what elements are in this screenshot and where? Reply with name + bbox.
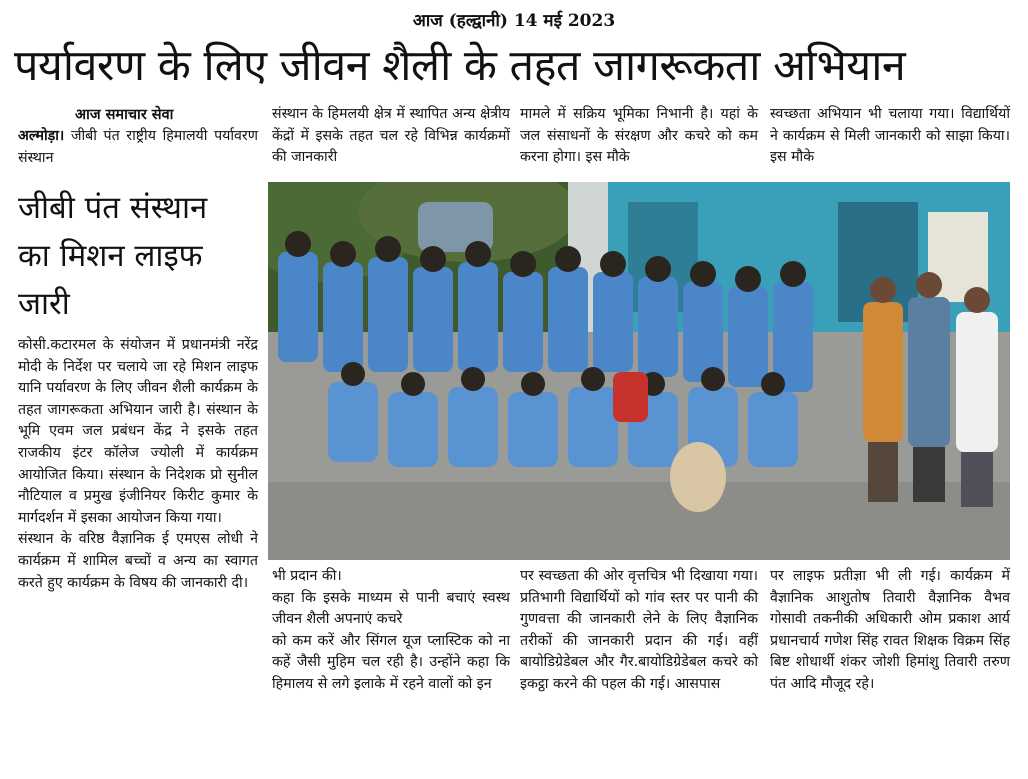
article-column-4-bottom bbox=[770, 566, 1010, 696]
paragraph: संस्थान के वरिष्ठ वैज्ञानिक ई एमएस लोधी ने कार्यक्रम में शामिल बच्चों व अन्य का स्वागत करते हुए कार्यक्रम के विषय की जानकारी दी। bbox=[18, 531, 258, 591]
article-column-3-bottom bbox=[520, 566, 758, 696]
paragraph: भी प्रदान की। bbox=[272, 568, 342, 584]
dateline-place: अल्मोड़ा। bbox=[18, 128, 65, 144]
headline: पर्यावरण के लिए जीवन शैली के तहत जागरूकता अभियान bbox=[14, 41, 906, 91]
paragraph: पर स्वच्छता की ओर वृत्तचित्र भी दिखाया गया। प्रतिभागी विद्यार्थियों को गांव स्तर पर पानी की गुणवत्ता की जानकारी लेने के लिए वैज्ञानिक तरीकों की जानकारी प्रदान की गई। वहीं बायोडिग्रेडेबल और गैर.बायोडिग्रेडेबल कचरे को इकट्ठा करने की पहल की गई। आसपास bbox=[520, 568, 758, 692]
paragraph: पर लाइफ प्रतीज्ञा भी ली गई। कार्यक्रम में वैज्ञानिक आशुतोष तिवारी वैज्ञानिक वैभव गोसावी तकनीकी अधिकारी ओम प्रकाश आर्य प्रधानचार्य गणेश सिंह रावत शिक्षक विक्रम सिंह बिष्ट शोधार्थी शंकर जोशी हिमांशु तिवारी तरुण पंत आदि मौजूद रहे। bbox=[770, 568, 1010, 692]
byline: आज समाचार सेवा bbox=[75, 106, 174, 123]
subheadline-line: जारी bbox=[18, 286, 70, 322]
paragraph: मामले में सक्रिय भूमिका निभानी है। यहां के जल संसाधनों के संरक्षण और कचरे को कम करना होगा। इस मौके bbox=[520, 106, 758, 166]
paragraph: को कम करें और सिंगल यूज प्लास्टिक को ना कहें जैसी मुहिम चल रही है। उन्होंने कहा कि हिमालय से लगे इलाके में रहने वालों को इन bbox=[272, 632, 510, 692]
article-column-3-top bbox=[520, 104, 758, 169]
group-photo-illustration bbox=[268, 182, 1010, 560]
article-column-2-bottom bbox=[272, 566, 510, 696]
subheadline-line: का मिशन लाइफ bbox=[18, 238, 203, 274]
news-photo bbox=[268, 182, 1010, 560]
dateline bbox=[18, 126, 258, 169]
paragraph: संस्थान के हिमलयी क्षेत्र में स्थापित अन्य क्षेत्रीय केंद्रों में इसके तहत चल रहे विभिन्न कार्यक्रमों की जानकारी bbox=[272, 106, 510, 166]
newspaper-masthead: आज (हल्द्वानी) 14 मई 2023 bbox=[412, 11, 616, 31]
article-column-1 bbox=[18, 335, 258, 594]
paragraph: कहा कि इसके माध्यम से पानी बचाएं स्वस्थ जीवन शैली अपनाएं कचरे bbox=[272, 589, 510, 628]
article-column-2-top bbox=[272, 104, 510, 169]
subheadline bbox=[18, 184, 258, 328]
article-column-4-top bbox=[770, 104, 1010, 169]
paragraph: स्वच्छता अभियान भी चलाया गया। विद्यार्थियों ने कार्यक्रम से मिली जानकारी को साझा किया। इस मौके bbox=[770, 106, 1010, 166]
paragraph: कोसी.कटारमल के संयोजन में प्रधानमंत्री नरेंद्र मोदी के निर्देश पर चलाये जा रहे मिशन लाइफ यानि पर्यावरण के लिए जीवन शैली कार्यक्रम के तहत जागरूकता अभियान जारी है। संस्थान के भूमि एवम जल प्रबंधन केंद्र ने इसके तहत राजकीय इंटर कॉलेज ज्योली में कार्यक्रम आयोजित किया। संस्थान के निदेशक प्रो सुनील नौटियाल व प्रमुख इंजीनियर किरीट कुमार के मार्गदर्शन में इसका आयोजन किया गया। bbox=[18, 337, 258, 526]
subheadline-line: जीबी पंत संस्थान bbox=[18, 190, 208, 226]
dateline-text: जीबी पंत राष्ट्रीय हिमालयी पर्यावरण संस्थान bbox=[18, 128, 258, 166]
